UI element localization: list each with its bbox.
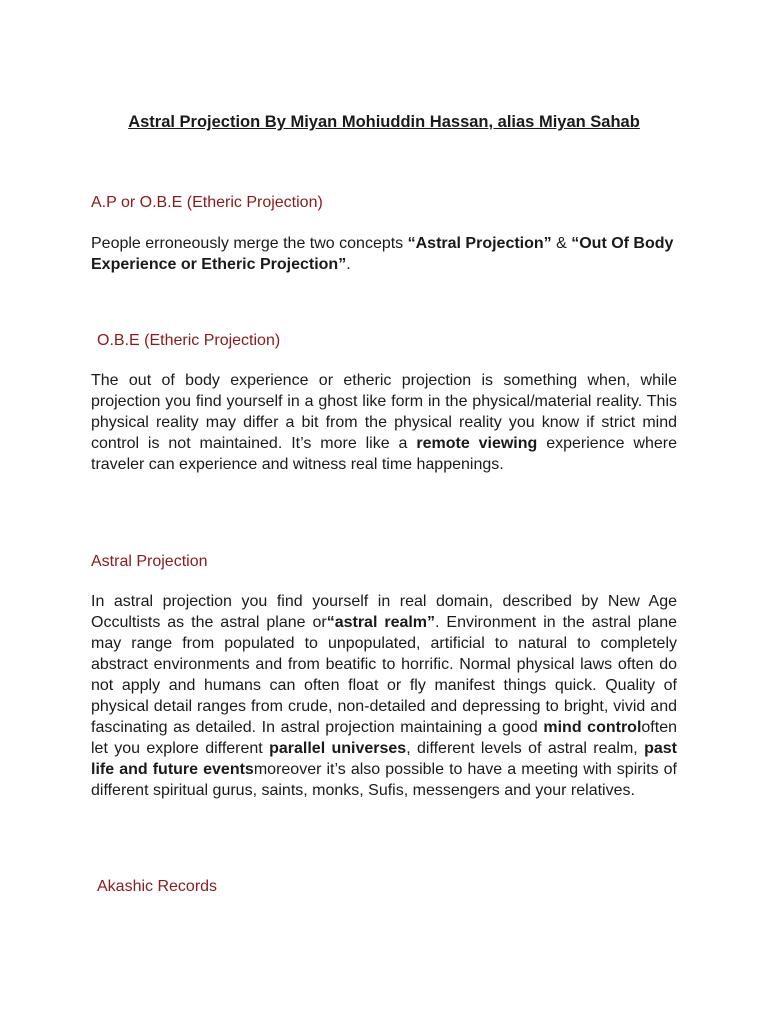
section-heading-akashic-records: Akashic Records — [97, 878, 218, 895]
text-run: moreover it’s also possible to have a meeting with spirits of different spiritual gurus, saints, monks, Sufis, messengers and your relatives. — [91, 761, 678, 799]
section-heading-obe: O.B.E (Etheric Projection) — [97, 332, 281, 349]
text-run: . Environment in the astral plane may range from populated to unpopulated, artificial to natural to completely abstract environments and from beatific to horrific. Normal physical laws often do not apply and humans can often float or fly manifest things quick. Quality of physical detail ranges from crude, non-detailed and depressing to bright, vivid and fascinating as detailed. In astral projection maintaining a good — [91, 614, 677, 736]
bold-term: “Astral Projection” — [407, 235, 552, 252]
text-run: experience where traveler can experience and witness real time happenings. — [91, 435, 677, 473]
bold-term: past life and future events — [91, 740, 678, 778]
section-paragraph-ap-obe — [91, 233, 677, 275]
text-run: . — [346, 256, 351, 273]
bold-term: mind control — [543, 719, 642, 736]
section-heading-astral-projection: Astral Projection — [91, 553, 208, 570]
section-paragraph-astral-projection — [91, 591, 677, 801]
text-run: often let you explore different — [91, 719, 677, 757]
bold-term: “astral realm” — [326, 614, 436, 631]
text-run: In astral projection you find yourself in real domain, described by New Age Occultists as the astral plane or — [91, 593, 677, 631]
text-run: People erroneously merge the two concepts — [91, 235, 408, 252]
text-run: & — [551, 235, 572, 252]
text-run: The out of body experience or etheric projection is something when, while projection you find yourself in a ghost like form in the physical/material reality. This physical reality may differ a bit from the physical reality you know if strict mind control is not maintained. It’s more like a — [91, 372, 677, 452]
bold-term: “Out Of Body Experience or Etheric Projection” — [91, 235, 674, 273]
text-run: , different levels of astral realm, — [406, 740, 645, 757]
bold-term: parallel universes — [269, 740, 407, 757]
bold-term: remote viewing — [416, 435, 538, 452]
document-title: Astral Projection By Miyan Mohiuddin Hassan, alias Miyan Sahab — [128, 113, 640, 131]
section-paragraph-obe — [91, 370, 677, 475]
section-heading-ap-obe: A.P or O.B.E (Etheric Projection) — [91, 194, 323, 211]
